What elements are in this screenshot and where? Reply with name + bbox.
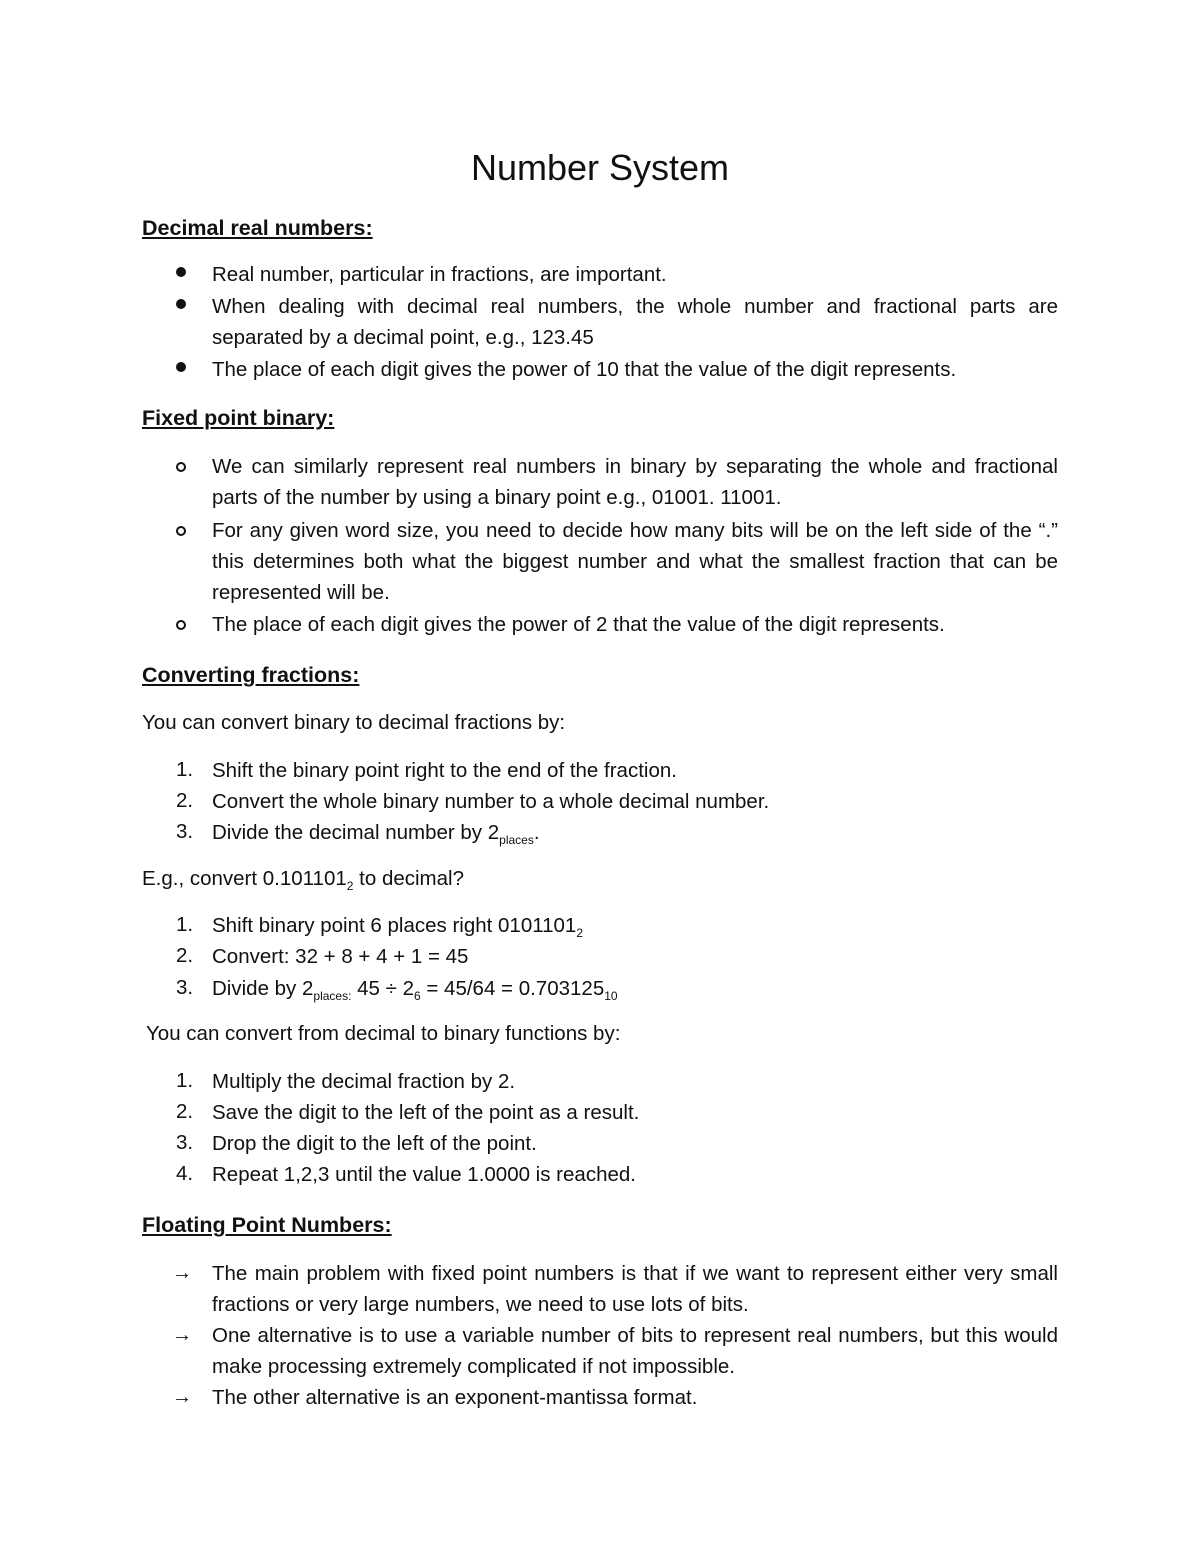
list-item: For any given word size, you need to decide how many bits will be on the left side of the “.” this determines both what the biggest number and what the smallest fraction that can be represented will be. (212, 519, 1058, 604)
bullet-dot (176, 267, 186, 277)
list-item: Convert the whole binary number to a whole decimal number. (212, 790, 770, 813)
list-item: Drop the digit to the left of the point. (212, 1132, 537, 1155)
page-title: Number System (470, 147, 730, 188)
bullet-ring (176, 462, 186, 472)
section-heading-converting: Converting fractions: (142, 663, 360, 687)
list-number: 3. (176, 1131, 194, 1154)
paragraph: You can convert binary to decimal fractions by: (142, 711, 566, 734)
list-item: Real number, particular in fractions, are important. (212, 263, 667, 286)
section-heading-fixed: Fixed point binary: (142, 406, 335, 430)
list-number: 1. (176, 913, 194, 936)
bullet-dot (176, 299, 186, 309)
list-number: 3. (176, 976, 194, 999)
list-item: One alternative is to use a variable number of bits to represent real numbers, but this would make processing extremely complicated if not impossible. (212, 1324, 1058, 1378)
list-number: 2. (176, 1100, 194, 1123)
section-heading-floating: Floating Point Numbers: (142, 1213, 392, 1237)
arrow-icon: → (172, 1386, 192, 1408)
bullet-dot (176, 362, 186, 372)
list-number: 2. (176, 789, 194, 812)
list-item: Multiply the decimal fraction by 2. (212, 1070, 516, 1093)
list-item: Shift binary point 6 places right $0101101_2$ (212, 914, 583, 941)
list-item: The place of each digit gives the power of 10 that the value of the digit represents. (212, 358, 957, 381)
list-number: 2. (176, 944, 194, 967)
bullet-ring (176, 526, 186, 536)
example-paragraph: E.g., convert $0.101101_2$ to decimal? (142, 867, 464, 894)
list-item: Convert: 32 + 8 + 4 + 1 = 45 (212, 945, 469, 968)
list-item: Save the digit to the left of the point as a result. (212, 1101, 640, 1124)
bullet-ring (176, 620, 186, 630)
section-heading-decimal: Decimal real numbers: (142, 216, 373, 240)
list-item: Divide by $2_{places:}$ $45 \div 2_6 = 45/64 = 0.703125_{10}$ (212, 977, 618, 1004)
arrow-icon: → (172, 1262, 192, 1284)
list-number: 4. (176, 1162, 194, 1185)
list-item: The main problem with fixed point numbers is that if we want to represent either very small fractions or very large numbers, we need to use lots of bits. (212, 1262, 1058, 1316)
list-item: Divide the decimal number by $2_{places}$. (212, 821, 540, 848)
list-number: 1. (176, 1069, 194, 1092)
list-item: The other alternative is an exponent-mantissa format. (212, 1386, 698, 1409)
list-item: Shift the binary point right to the end of the fraction. (212, 759, 677, 782)
list-item: Repeat 1,2,3 until the value 1.0000 is reached. (212, 1163, 636, 1186)
list-item: The place of each digit gives the power of 2 that the value of the digit represents. (212, 613, 945, 636)
list-item: When dealing with decimal real numbers, the whole number and fractional parts are separated by a decimal point, e.g., 123.45 (212, 295, 1058, 349)
list-number: 1. (176, 758, 194, 781)
arrow-icon: → (172, 1324, 192, 1346)
list-number: 3. (176, 820, 194, 843)
list-item: We can similarly represent real numbers in binary by separating the whole and fractional parts of the number by using a binary point e.g., 01001. 11001. (212, 455, 1058, 509)
paragraph: You can convert from decimal to binary functions by: (146, 1022, 621, 1045)
